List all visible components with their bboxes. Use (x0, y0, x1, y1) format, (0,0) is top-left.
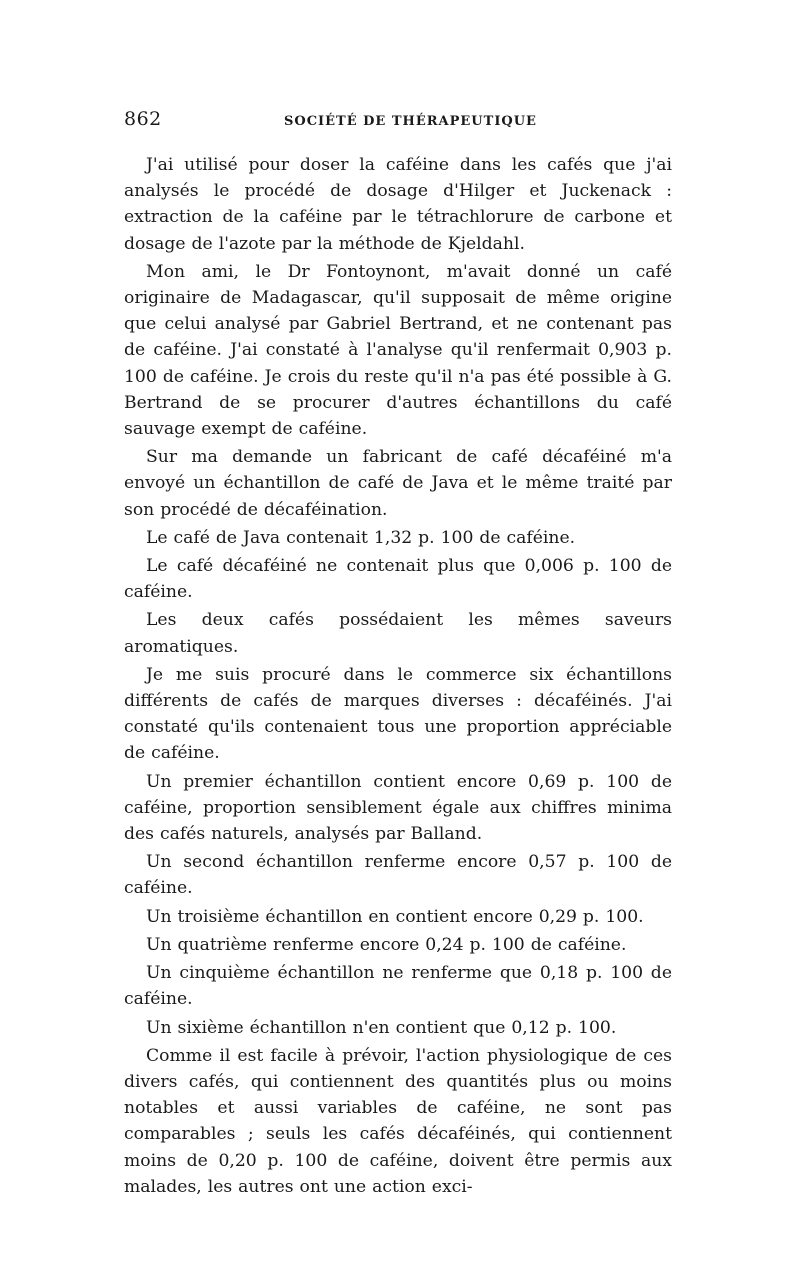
paragraph-six-samples: Je me suis procuré dans le commerce six échantillons différents de cafés de marques diverses : décaféinés. J'ai constaté qu'ils contenaient tous une proportion appréciable de caféine. (124, 664, 672, 764)
paragraph-sixth-sample: Un sixième échantillon n'en contient que 0,12 p. 100. (146, 1017, 617, 1038)
page-number: 862 (124, 108, 162, 130)
body-text (124, 152, 672, 1200)
paragraph-decaf-content: Le café décaféiné ne contenait plus que 0,006 p. 100 de caféine. (124, 556, 672, 603)
paragraph-method: J'ai utilisé pour doser la caféine dans les cafés que j'ai analysés le procédé de dosage d'Hilger et Juckenack : extraction de la caféine par le tétrachlorure de carbone et dosage de l'azote par la méthode de Kjeldahl. (124, 155, 672, 254)
paragraph-fifth-sample: Un cinquième échantillon ne renferme que 0,18 p. 100 de caféine. (124, 963, 672, 1010)
running-title: SOCIÉTÉ DE THÉRAPEUTIQUE (284, 114, 537, 129)
paragraph-aromas: Les deux cafés possédaient les mêmes saveurs aromatiques. (124, 610, 672, 657)
paragraph-java-sample: Sur ma demande un fabricant de café décaféiné m'a envoyé un échantillon de café de Java et le même traité par son procédé de décaféination. (124, 447, 672, 520)
paragraph-java-content: Le café de Java contenait 1,32 p. 100 de caféine. (146, 527, 576, 548)
book-page (124, 108, 672, 1202)
paragraph-third-sample: Un troisième échantillon en contient encore 0,29 p. 100. (146, 906, 644, 927)
page-header (124, 108, 672, 138)
paragraph-fourth-sample: Un quatrième renferme encore 0,24 p. 100 de caféine. (146, 934, 627, 955)
paragraph-conclusion: Comme il est facile à prévoir, l'action physiologique de ces divers cafés, qui contiennent des quantités plus ou moins notables et aussi variables de caféine, ne sont pas comparables ; seuls les cafés décaféinés, qui contiennent moins de 0,20 p. 100 de caféine, doivent être permis aux malades, les autres ont une action exci- (124, 1045, 672, 1197)
paragraph-second-sample: Un second échantillon renferme encore 0,57 p. 100 de caféine. (124, 852, 672, 899)
paragraph-madagascar: Mon ami, le Dr Fontoynont, m'avait donné un café originaire de Madagascar, qu'il supposait de même origine que celui analysé par Gabriel Bertrand, et ne contenant pas de caféine. J'ai constaté à l'analyse qu'il renfermait 0,903 p. 100 de caféine. Je crois du reste qu'il n'a pas été possible à G. Bertrand de se procurer d'autres échantillons du café sauvage exempt de caféine. (124, 261, 672, 440)
paragraph-first-sample: Un premier échantillon contient encore 0,69 p. 100 de caféine, proportion sensiblement égale aux chiffres minima des cafés naturels, analysés par Balland. (124, 771, 672, 845)
